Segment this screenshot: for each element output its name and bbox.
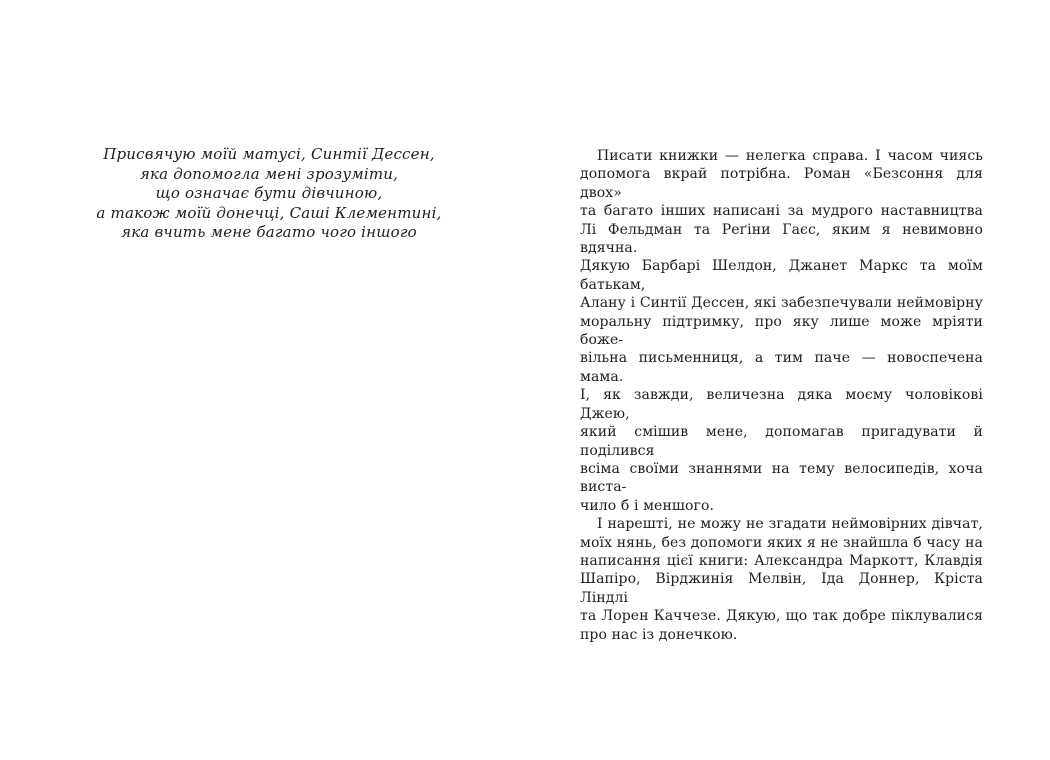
acknowledgments-line: Шапіро, Вірджинія Мелвін, Іда Доннер, Кріста Ліндлі <box>580 571 983 606</box>
acknowledgments-line: моїх нянь, без допомоги яких я не знайшла б часу на <box>580 534 983 551</box>
acknowledgments-line: всіма своїми знаннями на тему велосипедів, хоча виста- <box>580 460 983 496</box>
acknowledgments-line: та багато інших написані за мудрого наставництва <box>580 203 983 220</box>
dedication-block <box>94 145 444 243</box>
acknowledgments-line: моральну підтримку, про яку лише може мріяти боже- <box>580 313 983 349</box>
acknowledgments-line: Лі Фельдман та Реґіни Гаєс, яким я невимовно вдячна. <box>580 221 983 257</box>
acknowledgments-line: про нас із донечкою. <box>580 626 738 643</box>
acknowledgments-line: вільна письменниця, а тим паче — новоспечена мама. <box>580 350 983 385</box>
acknowledgments-line: І, як завжди, величезна дяка моєму чоловікові Джею, <box>580 387 983 422</box>
acknowledgments-line: чило б і меншого. <box>580 497 715 514</box>
acknowledgments-line: Писати книжки — нелегка справа. І часом чиясь <box>597 148 983 164</box>
acknowledgments-line: Дякую Барбарі Шелдон, Джанет Маркс та моїм батькам, <box>580 258 983 293</box>
acknowledgments-block <box>580 147 983 644</box>
acknowledgments-line: написання цієї книги: Александра Маркотт, Клавдія <box>580 552 983 569</box>
acknowledgments-line: який смішив мене, допомагав пригадувати й поділився <box>580 424 983 459</box>
dedication-line: яка допомогла мені зрозуміти, <box>139 164 399 183</box>
dedication-line: яка вчить мене багато чого іншого <box>121 223 417 242</box>
dedication-line: що означає бути дівчиною, <box>155 184 383 203</box>
acknowledgments-line: І нарешті, не можу не згадати неймовірних дівчат, <box>597 516 983 533</box>
dedication-line: а також моїй донечці, Саші Клементині, <box>96 203 442 222</box>
acknowledgments-line: та Лорен Каччезе. Дякую, що так добре піклувалися <box>580 608 983 625</box>
dedication-line: Присвячую моїй матусі, Синтії Дессен, <box>103 145 435 163</box>
right-page <box>525 0 1050 760</box>
acknowledgments-line: Алану і Синтії Дессен, які забезпечували неймовірну <box>580 295 983 312</box>
acknowledgments-line: допомога вкрай потрібна. Роман «Безсоння для двох» <box>580 166 983 201</box>
